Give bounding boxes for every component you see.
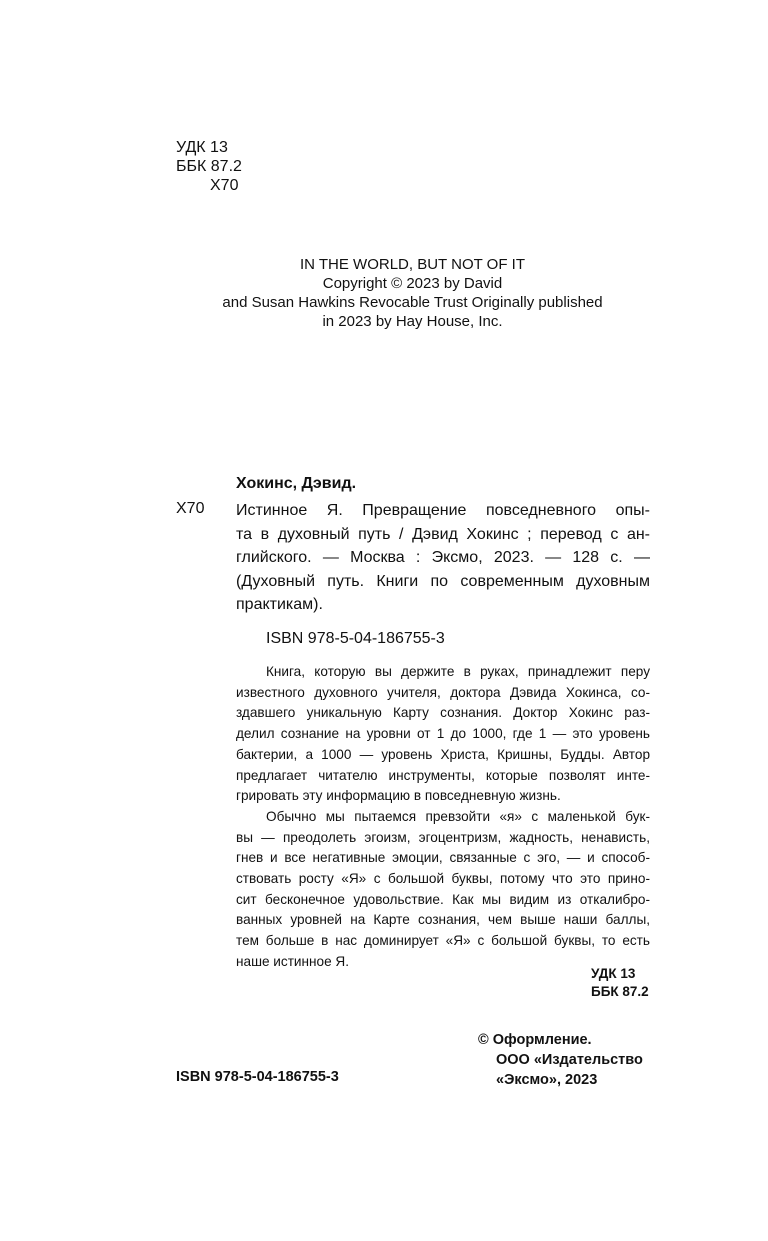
- annotation-line: здавшего уникальную Карту сознания. Доктор Хокинс раз-: [236, 705, 650, 721]
- author-mark: Х70: [210, 177, 239, 194]
- annotation-line: наше истинное Я.: [236, 953, 350, 969]
- classification-footer: [591, 965, 649, 1001]
- record-code: Х70: [176, 500, 205, 517]
- annotation-line: известного духовного учителя, доктора Дэвида Хокинса, со-: [236, 684, 650, 700]
- annotation-line: вы — преодолеть эгоизм, эгоцентризм, жадность, ненависть,: [236, 829, 650, 845]
- udk-code-footer: УДК 13: [591, 966, 636, 981]
- rights-line: and Susan Hawkins Revocable Trust Originally published: [222, 294, 603, 311]
- description-line: практикам).: [236, 596, 323, 613]
- original-rights-notice: [150, 255, 675, 331]
- annotation: [236, 662, 650, 973]
- annotation-line: сит бесконечное удовольствие. Как мы видим из откалибро-: [236, 891, 650, 907]
- design-copyright: [478, 1030, 643, 1090]
- annotation-line: тем больше в нас доминирует «Я» с большой буквы, то есть: [236, 933, 650, 949]
- annotation-line: грировать эту информацию в повседневную жизнь.: [236, 788, 561, 804]
- udk-code: УДК 13: [176, 139, 228, 156]
- description-line: глийского. — Москва : Эксмо, 2023. — 128 с. —: [236, 549, 650, 566]
- isbn-footer: ISBN 978-5-04-186755-3: [176, 1069, 339, 1085]
- annotation-line: Книга, которую вы держите в руках, принадлежит перу: [266, 664, 650, 679]
- copyright-line: «Эксмо», 2023: [496, 1072, 598, 1088]
- description-line: Истинное Я. Превращение повседневного опы-: [236, 502, 650, 519]
- record-isbn: ISBN 978-5-04-186755-3: [266, 630, 445, 647]
- annotation-line: делил сознание на уровни от 1 до 1000, где 1 — это уровень: [236, 726, 650, 742]
- rights-line: IN THE WORLD, BUT NOT OF IT: [299, 256, 525, 273]
- annotation-line: Обычно мы пытаемся превзойти «я» с маленькой бук-: [266, 808, 650, 824]
- annotation-line: предлагает читателю инструменты, которые позволят инте-: [236, 767, 650, 783]
- description-line: (Духовный путь. Книги по современным духовным: [236, 572, 650, 590]
- rights-line: Copyright © 2023 by David: [322, 275, 503, 292]
- copyright-line: © Оформление.: [478, 1032, 592, 1048]
- annotation-line: ствовать росту «Я» с большой буквы, потому что это прино-: [236, 871, 650, 887]
- bbk-code: ББК 87.2: [176, 158, 242, 175]
- annotation-line: ванных уровней на Карте сознания, чем выше наши баллы,: [236, 912, 650, 928]
- bibliographic-description: [236, 499, 650, 617]
- record-author: Хокинс, Дэвид.: [236, 475, 357, 492]
- rights-line: in 2023 by Hay House, Inc.: [322, 313, 503, 330]
- annotation-line: гнев и все негативные эмоции, связанные с эго, — и способ-: [236, 850, 650, 866]
- description-line: та в духовный путь / Дэвид Хокинс ; перевод с ан-: [236, 525, 650, 543]
- bbk-code-footer: ББК 87.2: [591, 984, 649, 999]
- annotation-line: бактерии, а 1000 — уровень Христа, Кришны, Будды. Автор: [236, 746, 650, 762]
- classification-block: [176, 138, 242, 195]
- copyright-line: ООО «Издательство: [496, 1052, 643, 1068]
